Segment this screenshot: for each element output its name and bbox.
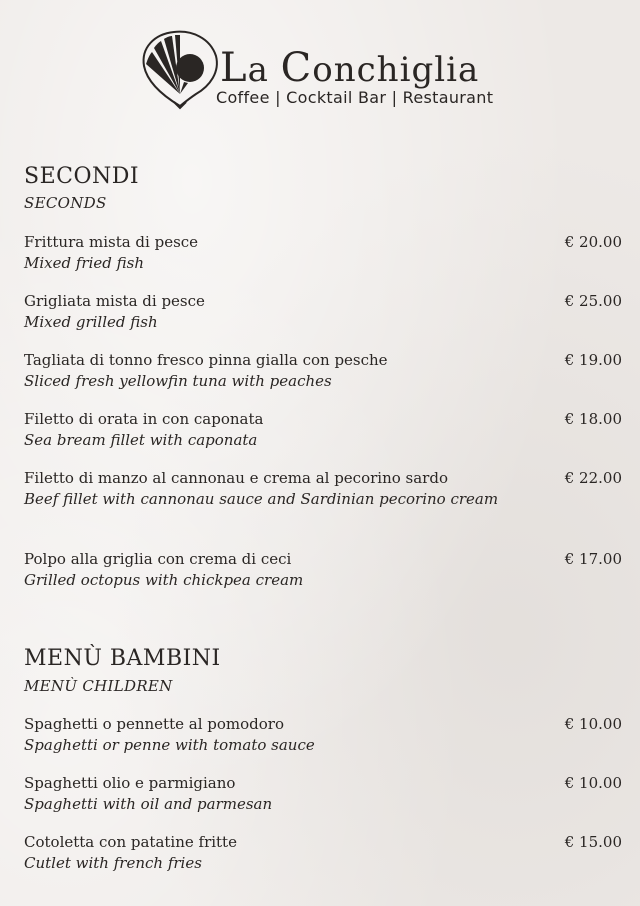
- item-price: € 10.00: [564, 774, 622, 792]
- item-name: Spaghetti o pennette al pomodoro: [24, 715, 284, 733]
- menu-item: [24, 773, 622, 815]
- item-price: € 22.00: [564, 469, 622, 487]
- item-name: Filetto di manzo al cannonau e crema al pecorino sardo: [24, 469, 448, 487]
- item-name: Tagliata di tonno fresco pinna gialla con pesche: [24, 351, 388, 369]
- tagline: Coffee | Cocktail Bar | Restaurant: [216, 88, 494, 107]
- menu-item: [24, 350, 622, 392]
- menu-item: [24, 549, 622, 591]
- shell-logo-icon: [140, 28, 220, 110]
- item-translation: Grilled octopus with chickpea cream: [24, 571, 304, 589]
- item-translation: Cutlet with french fries: [24, 854, 202, 872]
- item-name: Cotoletta con patatine fritte: [24, 833, 237, 851]
- item-name: Polpo alla griglia con crema di ceci: [24, 550, 292, 568]
- item-translation: Spaghetti with oil and parmesan: [24, 795, 273, 813]
- item-name: Grigliata mista di pesce: [24, 292, 205, 310]
- item-name: Filetto di orata in con caponata: [24, 410, 264, 428]
- menu-item: [24, 409, 622, 451]
- item-price: € 25.00: [564, 292, 622, 310]
- item-price: € 15.00: [564, 833, 622, 851]
- item-translation: Mixed grilled fish: [24, 313, 158, 331]
- item-price: € 10.00: [564, 715, 622, 733]
- item-price: € 17.00: [564, 550, 622, 568]
- item-translation: Beef fillet with cannonau sauce and Sardinian pecorino cream: [24, 490, 499, 508]
- item-translation: Spaghetti or penne with tomato sauce: [24, 736, 315, 754]
- item-translation: Sea bream fillet with caponata: [24, 431, 258, 449]
- item-price: € 19.00: [564, 351, 622, 369]
- menu-item: [24, 232, 622, 274]
- brand-name: La Conchiglia: [220, 45, 480, 91]
- menu-item: [24, 714, 622, 756]
- menu-item: [24, 291, 622, 333]
- section-subtitle-children: MENÙ CHILDREN: [24, 677, 173, 695]
- header: [140, 28, 520, 118]
- section-title-bambini: MENÙ BAMBINI: [24, 646, 221, 671]
- item-name: Spaghetti olio e parmigiano: [24, 774, 236, 792]
- item-price: € 18.00: [564, 410, 622, 428]
- item-translation: Sliced fresh yellowfin tuna with peaches: [24, 372, 332, 390]
- menu-item: [24, 468, 622, 510]
- item-price: € 20.00: [564, 233, 622, 251]
- section-subtitle-seconds: SECONDS: [24, 194, 107, 212]
- section-title-secondi: SECONDI: [24, 164, 140, 189]
- item-translation: Mixed fried fish: [24, 254, 144, 272]
- menu-item: [24, 832, 622, 874]
- item-name: Frittura mista di pesce: [24, 233, 199, 251]
